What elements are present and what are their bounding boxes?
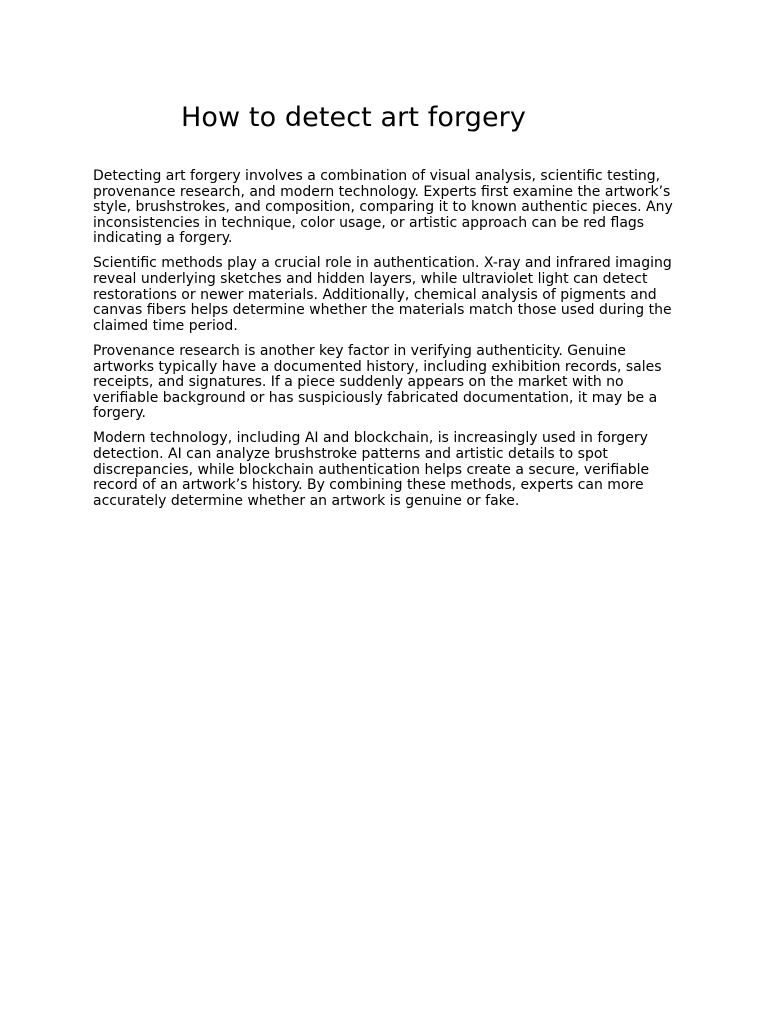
paragraph-provenance-research: Provenance research is another key factor in verifying authenticity. Genuine artworks typically have a documented history, including exhibition records, sales receipts, and signatures. If a piece suddenly appears on the market with no verifiable background or has suspiciously fabricated documentation, it may be a forgery. xyxy=(93,342,662,422)
paragraph-modern-technology: Modern technology, including AI and blockchain, is increasingly used in forgery detection. AI can analyze brushstroke patterns and artistic details to spot discrepancies, while blockchain authentication helps create a secure, verifiable record of an artwork’s history. By combining these methods, experts can more accurately determine whether an artwork is genuine or fake. xyxy=(93,430,650,509)
paragraph-visual-analysis: Detecting art forgery involves a combination of visual analysis, scientific testing, provenance research, and modern technology. Experts first examine the artwork’s style, brushstrokes, and composition, comparing it to known authentic pieces. Any inconsistencies in technique, color usage, or artistic approach can be red flags indicating a forgery. xyxy=(93,168,673,247)
paragraph-scientific-methods: Scientific methods play a crucial role in authentication. X-ray and infrared imaging reveal underlying sketches and hidden layers, while ultraviolet light can detect restorations or newer materials. Additionally, chemical analysis of pigments and canvas fibers helps determine whether the materials match those used during the claimed time period. xyxy=(93,255,672,334)
document-body xyxy=(93,169,675,519)
document-title: How to detect art forgery xyxy=(181,102,526,133)
